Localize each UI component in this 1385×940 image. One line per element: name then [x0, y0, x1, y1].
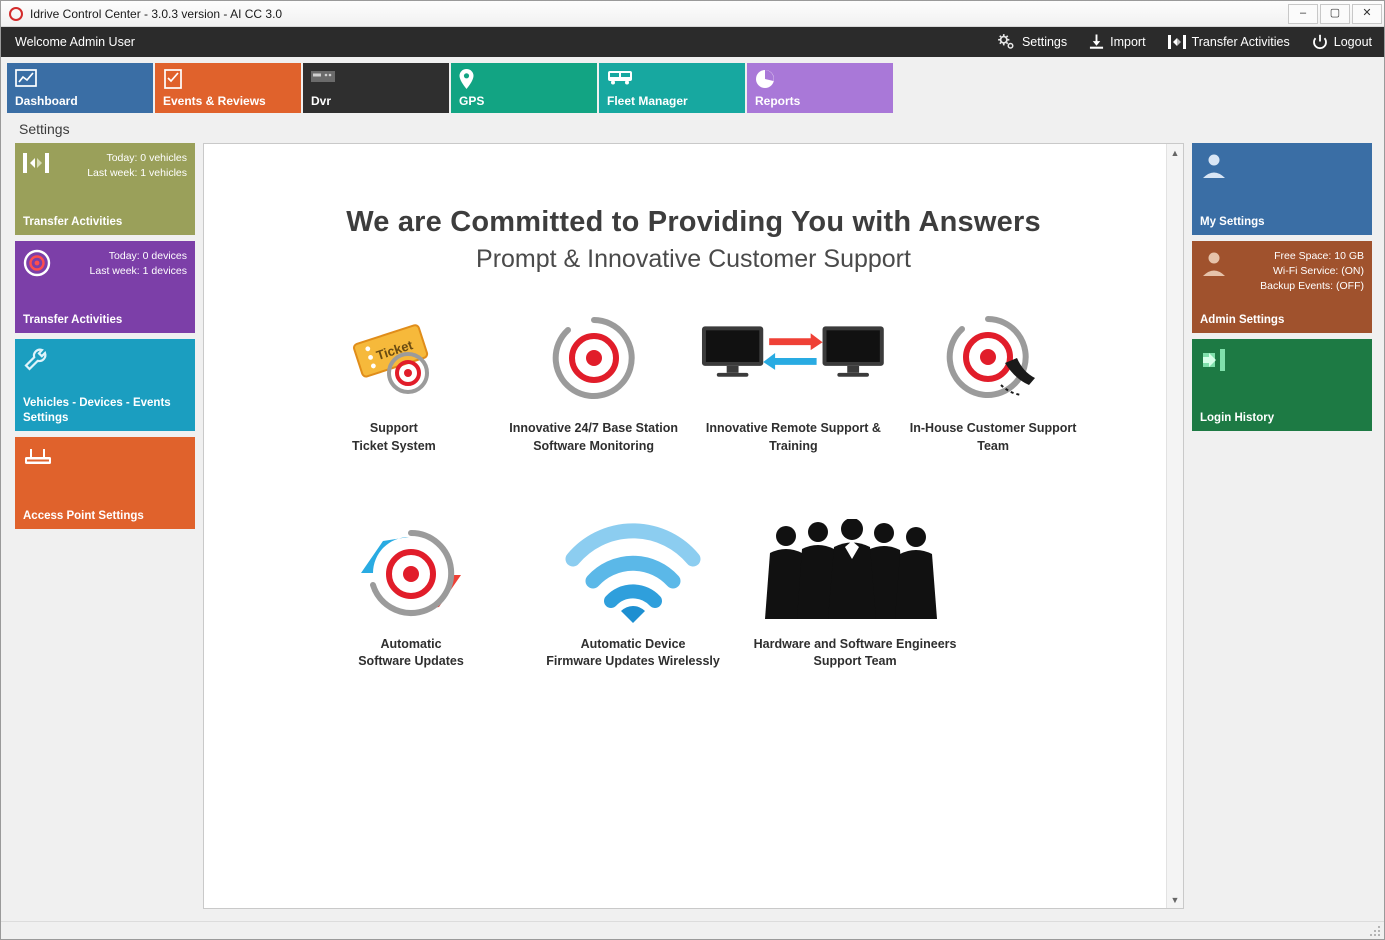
panel-title: Transfer Activities: [23, 313, 123, 326]
target-phone-icon: [899, 308, 1087, 408]
topnav-settings[interactable]: [996, 33, 1067, 51]
page-title: Settings: [19, 121, 70, 137]
main-content-column: [203, 143, 1184, 921]
access-point-icon: [23, 445, 53, 474]
panel-title: My Settings: [1200, 215, 1265, 228]
chart-icon: [15, 69, 145, 94]
device-ring-icon: [23, 249, 51, 282]
panel-admin-settings[interactable]: [1192, 241, 1372, 333]
target-ring-icon: [500, 308, 688, 408]
app-logo-icon: [9, 7, 23, 21]
content-area: [203, 143, 1184, 909]
feature-caption-line2: Support Team: [813, 654, 897, 669]
feature-caption-line1: Innovative Remote Support &: [705, 421, 881, 435]
hero-heading: We are Committed to Providing You with Answers: [346, 206, 1041, 238]
title-bar: [1, 1, 1384, 27]
checklist-icon: [163, 69, 293, 94]
pie-chart-icon: [755, 69, 885, 94]
wrench-icon: [23, 347, 51, 378]
feature-grid-row2: [204, 490, 1183, 706]
wifi-icon: [528, 524, 738, 624]
feature-caption-line1: Hardware and Software Engineers: [753, 636, 957, 651]
module-tile-dvr[interactable]: [303, 63, 449, 113]
panel-login-history[interactable]: [1192, 339, 1372, 431]
two-monitors-icon: [700, 308, 888, 408]
top-nav-items: [996, 33, 1372, 51]
scroll-down-button[interactable]: ▼: [1170, 894, 1180, 905]
feature-caption-line2: Team: [977, 438, 1009, 453]
feature-caption: [306, 636, 516, 672]
feature-caption-line2: Ticket System: [351, 438, 436, 453]
close-button[interactable]: ✕: [1352, 4, 1382, 24]
feature-firmware-updates-wirelessly: [522, 524, 744, 672]
module-tile-gps[interactable]: [451, 63, 597, 113]
minimize-button[interactable]: –: [1288, 4, 1318, 24]
module-tile-events-label: Events & Reviews: [163, 94, 266, 108]
feature-base-station-monitoring: [494, 308, 694, 456]
topnav-transfer-label: Transfer Activities: [1191, 35, 1290, 49]
feature-caption-line1: Automatic Device: [580, 636, 686, 651]
module-tile-fleet-manager[interactable]: [599, 63, 745, 113]
dvr-icon: [311, 69, 441, 90]
status-bar: [1, 921, 1384, 939]
right-panel-column: [1192, 143, 1372, 921]
panel-wifi-service: Wi-Fi Service: (ON): [1273, 265, 1364, 278]
feature-caption-line2: Software Monitoring: [533, 438, 655, 453]
module-tile-events-reviews[interactable]: [155, 63, 301, 113]
panel-backup-events: Backup Events: (OFF): [1260, 280, 1364, 293]
transfer-icon: [1168, 34, 1186, 50]
module-tile-dashboard[interactable]: [7, 63, 153, 113]
panel-title: Admin Settings: [1200, 313, 1285, 326]
panel-title: Vehicles - Devices - Events Settings: [23, 397, 171, 424]
feature-caption: [899, 420, 1087, 456]
ticket-icon: [300, 308, 488, 408]
panel-stat-today: Today: 0 devices: [108, 250, 187, 262]
team-silhouette-icon: [750, 524, 960, 624]
module-tile-reports-label: Reports: [755, 94, 801, 108]
panel-title: Transfer Activities: [23, 215, 123, 228]
feature-caption: [500, 420, 688, 456]
page-body: [1, 143, 1384, 921]
user-icon: [1200, 151, 1228, 184]
feature-engineers-support-team: [744, 524, 966, 672]
maximize-button[interactable]: ▢: [1320, 4, 1350, 24]
module-tile-dvr-label: Dvr: [311, 94, 332, 108]
panel-stat-lastweek: Last week: 1 devices: [89, 265, 187, 278]
feature-caption: [300, 420, 488, 456]
power-icon: [1312, 34, 1328, 50]
scroll-up-button[interactable]: ▲: [1170, 147, 1180, 158]
feature-caption: [750, 636, 960, 672]
panel-my-settings[interactable]: [1192, 143, 1372, 235]
gear-icon: [996, 33, 1016, 51]
topnav-settings-label: Settings: [1021, 35, 1068, 49]
map-pin-icon: [459, 69, 589, 94]
top-navigation-bar: [1, 27, 1384, 57]
hero-subheading: Prompt & Innovative Customer Support: [476, 245, 911, 273]
refresh-target-icon: [306, 524, 516, 624]
admin-user-icon: [1200, 249, 1228, 282]
feature-caption-line1: Automatic: [380, 636, 442, 651]
feature-caption: [700, 420, 888, 456]
module-tile-fleet-label: Fleet Manager: [607, 94, 688, 108]
module-tile-reports[interactable]: [747, 63, 893, 113]
module-tile-dashboard-label: Dashboard: [15, 94, 78, 108]
feature-caption-line1: Support: [369, 421, 418, 435]
feature-caption-line2: Software Updates: [358, 654, 464, 669]
panel-stat-today: Today: 0 vehicles: [106, 152, 187, 164]
transfer-icon: [23, 151, 49, 180]
feature-caption-line1: In-House Customer Support: [909, 421, 1077, 435]
module-tiles: [1, 57, 1384, 113]
module-tile-gps-label: GPS: [459, 94, 485, 108]
window-title: Idrive Control Center - 3.0.3 version - AI CC 3.0: [30, 6, 283, 21]
window-controls: [1286, 4, 1382, 24]
download-icon: [1089, 34, 1104, 50]
feature-caption-line1: Innovative 24/7 Base Station: [509, 421, 679, 435]
feature-remote-support-training: [694, 308, 894, 456]
feature-grid-row1: [204, 274, 1183, 490]
login-icon: [1200, 347, 1228, 378]
panel-transfer-activities-devices[interactable]: [15, 241, 195, 333]
left-panel-column: [15, 143, 195, 921]
panel-title: Access Point Settings: [23, 509, 144, 522]
panel-access-point-settings[interactable]: [15, 437, 195, 529]
content-scrollbar[interactable]: [1166, 144, 1183, 908]
feature-in-house-support-team: [893, 308, 1093, 456]
panel-vehicles-devices-events-settings[interactable]: [15, 339, 195, 431]
topnav-import[interactable]: [1089, 34, 1145, 50]
resize-grip-icon[interactable]: [1368, 924, 1382, 938]
feature-caption-line2: Training: [769, 438, 818, 453]
panel-stat-lastweek: Last week: 1 vehicles: [87, 167, 187, 180]
topnav-logout-label: Logout: [1333, 35, 1372, 49]
topnav-import-label: Import: [1110, 35, 1146, 49]
panel-title: Login History: [1200, 411, 1275, 424]
svg-text:Ticket: Ticket: [374, 337, 415, 364]
topnav-transfer-activities[interactable]: [1168, 34, 1290, 50]
hero-section: [204, 144, 1183, 274]
feature-caption: [528, 636, 738, 672]
feature-support-ticket-system: [294, 308, 494, 456]
panel-free-space: Free Space: 10 GB: [1274, 250, 1364, 262]
topnav-logout[interactable]: [1312, 34, 1372, 50]
welcome-message: Welcome Admin User: [15, 35, 135, 49]
feature-automatic-software-updates: [300, 524, 522, 672]
feature-caption-line2: Firmware Updates Wirelessly: [546, 654, 720, 669]
panel-transfer-activities-vehicles[interactable]: [15, 143, 195, 235]
bus-icon: [607, 69, 737, 91]
